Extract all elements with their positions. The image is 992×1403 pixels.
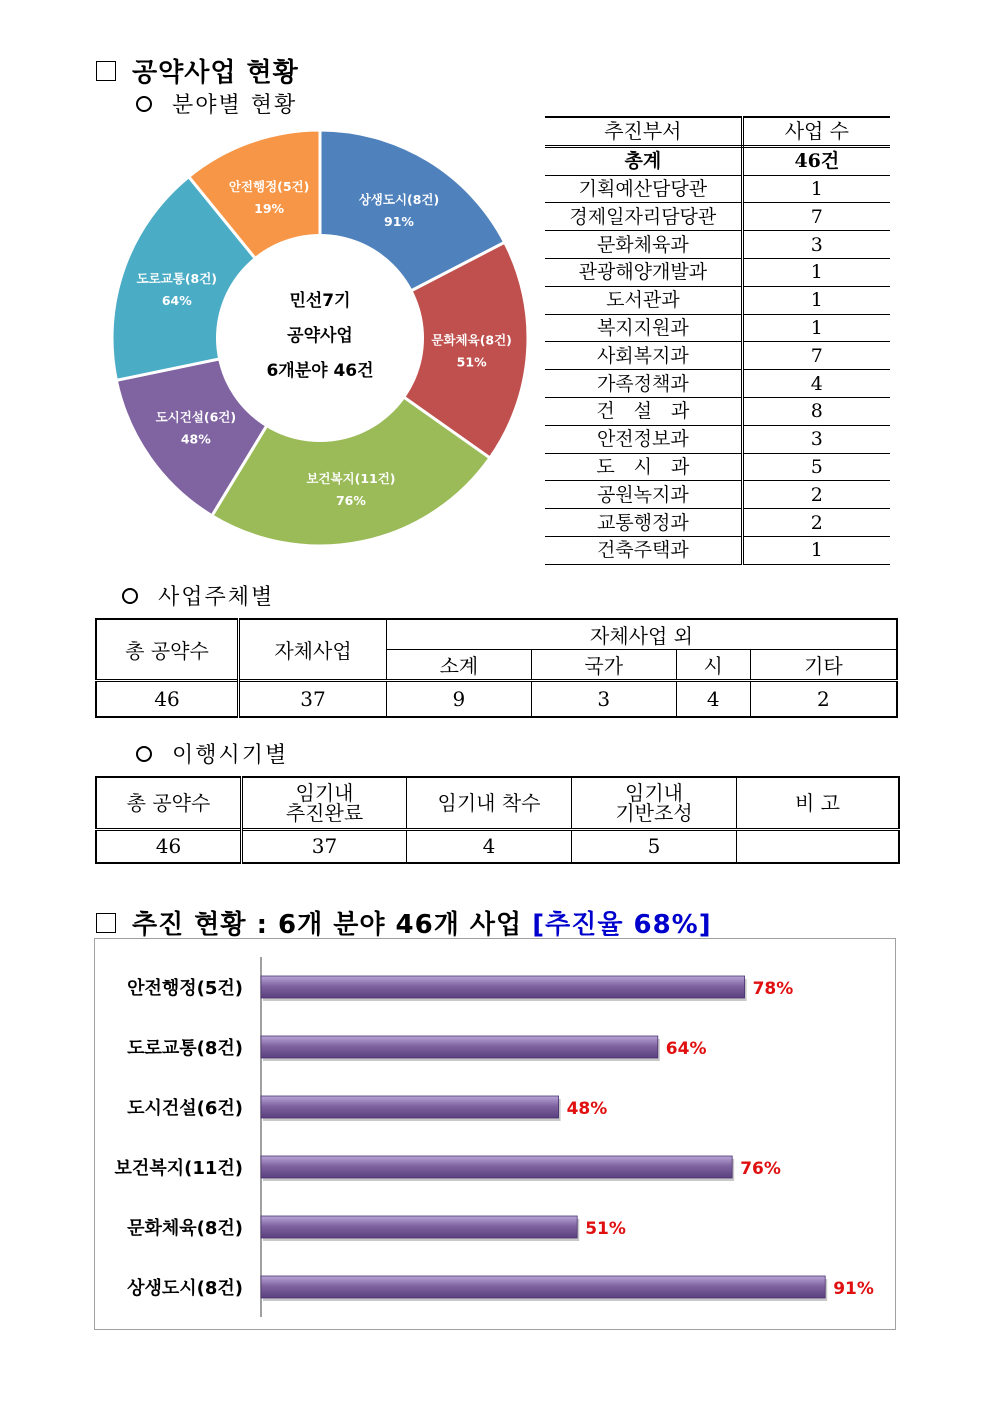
entity-sub-city: 시 xyxy=(676,650,750,681)
subtitle-by-entity: 사업주체별 xyxy=(122,580,274,611)
dept-header-count: 사업 수 xyxy=(742,117,890,146)
dept-name: 관광해양개발과 xyxy=(545,258,742,286)
bar-value-label: 51% xyxy=(585,1219,626,1239)
pie-slice-pct: 51% xyxy=(456,354,487,370)
entity-val-total: 46 xyxy=(96,681,239,717)
subtitle-by-field: 분야별 현황 xyxy=(136,88,297,119)
entity-val-other: 2 xyxy=(750,681,897,717)
dept-header-row xyxy=(545,117,890,146)
period-table xyxy=(95,776,900,864)
bar xyxy=(261,1216,577,1238)
circle-bullet-icon xyxy=(136,96,152,112)
pie-slice-label: 보건복지(11건) xyxy=(306,470,396,486)
square-bullet-icon xyxy=(96,61,116,81)
center-line-3: 6개분야 46건 xyxy=(266,361,374,381)
bar-category-label: 안전행정(5건) xyxy=(127,978,243,999)
bar-value-label: 78% xyxy=(752,979,794,999)
dept-row xyxy=(545,509,890,537)
dept-name: 문화체육과 xyxy=(545,231,742,259)
bar xyxy=(261,1036,658,1058)
entity-sub-other: 기타 xyxy=(750,650,897,681)
subtitle-by-period: 이행시기별 xyxy=(136,738,288,769)
dept-row xyxy=(545,203,890,231)
period-val-start: 4 xyxy=(407,829,572,863)
bar-category-label: 도로교통(8건) xyxy=(127,1038,243,1059)
dept-header-dept: 추진부서 xyxy=(545,117,742,146)
period-header-start: 임기내 착수 xyxy=(407,777,572,829)
dept-row xyxy=(545,286,890,314)
dept-name: 사회복지과 xyxy=(545,342,742,370)
dept-count: 8 xyxy=(742,397,890,425)
dept-row xyxy=(545,425,890,453)
dept-name: 경제일자리담당관 xyxy=(545,203,742,231)
dept-count: 1 xyxy=(742,536,890,564)
pie-slice-pct: 48% xyxy=(180,431,211,447)
dept-row xyxy=(545,536,890,564)
bar-category-label: 보건복지(11건) xyxy=(114,1158,243,1179)
pie-slice-label: 상생도시(8건) xyxy=(358,192,440,208)
bar xyxy=(261,1096,559,1118)
dept-count: 1 xyxy=(742,258,890,286)
dept-count: 1 xyxy=(742,314,890,342)
period-header-note: 비 고 xyxy=(737,777,900,829)
field-donut-chart xyxy=(100,120,540,560)
dept-name: 기획예산담당관 xyxy=(545,175,742,203)
dept-name: 도서관과 xyxy=(545,286,742,314)
dept-row xyxy=(545,231,890,259)
circle-bullet-icon xyxy=(122,588,138,604)
entity-value-row xyxy=(96,681,897,717)
period-val-foundation: 5 xyxy=(572,829,737,863)
dept-count: 1 xyxy=(742,286,890,314)
dept-name: 가족정책과 xyxy=(545,370,742,398)
pie-slice-pct: 64% xyxy=(161,293,192,309)
dept-total-value: 46건 xyxy=(742,146,890,175)
dept-count: 4 xyxy=(742,370,890,398)
dept-count: 3 xyxy=(742,425,890,453)
pie-slice-pct: 91% xyxy=(384,214,414,230)
period-val-total: 46 xyxy=(96,829,242,863)
dept-name: 공원녹지과 xyxy=(545,481,742,509)
pie-slice-label: 안전행정(5건) xyxy=(228,178,310,194)
square-bullet-icon xyxy=(96,913,116,933)
dept-name: 교통행정과 xyxy=(545,509,742,537)
dept-row xyxy=(545,258,890,286)
section-title-status: 공약사업 현황 xyxy=(96,52,299,89)
entity-own-header: 자체사업 xyxy=(239,619,387,681)
dept-row xyxy=(545,342,890,370)
entity-sub-subtotal: 소계 xyxy=(387,650,532,681)
progress-rate: [추진율 68%] xyxy=(532,910,712,940)
dept-name: 도 시 과 xyxy=(545,453,742,481)
entity-other-header: 자체사업 외 xyxy=(387,619,898,650)
entity-val-own: 37 xyxy=(239,681,387,717)
pie-slice-pct: 76% xyxy=(335,492,366,508)
dept-row xyxy=(545,175,890,203)
pie-slice-label: 도로교통(8건) xyxy=(136,271,218,287)
bar-value-label: 76% xyxy=(740,1159,781,1179)
dept-count: 2 xyxy=(742,481,890,509)
entity-val-city: 4 xyxy=(676,681,750,717)
entity-header-row xyxy=(96,619,897,650)
dept-row xyxy=(545,314,890,342)
dept-count: 1 xyxy=(742,175,890,203)
entity-table xyxy=(95,618,898,718)
period-value-row xyxy=(96,829,899,863)
dept-total-label: 총계 xyxy=(545,146,742,175)
dept-row xyxy=(545,453,890,481)
bar xyxy=(261,1156,732,1178)
pie-slice-pct: 19% xyxy=(254,200,285,216)
center-line-1: 민선7기 xyxy=(289,291,351,311)
pie-slice-label: 도시건설(6건) xyxy=(155,409,237,425)
bar xyxy=(261,976,745,998)
entity-val-subtotal: 9 xyxy=(387,681,532,717)
dept-count: 7 xyxy=(742,203,890,231)
progress-bar-chart xyxy=(95,939,895,1329)
period-val-note xyxy=(737,829,900,863)
dept-row xyxy=(545,397,890,425)
dept-count: 3 xyxy=(742,231,890,259)
period-header-total: 총 공약수 xyxy=(96,777,242,829)
progress-bar-chart-frame xyxy=(94,938,896,1330)
period-header-row xyxy=(96,777,899,829)
dept-table xyxy=(545,116,890,565)
entity-sub-national: 국가 xyxy=(531,650,676,681)
entity-total-header: 총 공약수 xyxy=(96,619,239,681)
dept-row xyxy=(545,481,890,509)
bar-category-label: 도시건설(6건) xyxy=(127,1098,243,1119)
center-line-2: 공약사업 xyxy=(287,326,353,346)
dept-row xyxy=(545,370,890,398)
dept-name: 건축주택과 xyxy=(545,536,742,564)
bar-value-label: 48% xyxy=(566,1099,608,1119)
bar-category-label: 문화체육(8건) xyxy=(127,1218,243,1239)
bars xyxy=(115,976,874,1301)
dept-count: 5 xyxy=(742,453,890,481)
period-header-complete: 임기내 추진완료 xyxy=(242,777,407,829)
dept-name: 복지지원과 xyxy=(545,314,742,342)
dept-name: 안전정보과 xyxy=(545,425,742,453)
bar xyxy=(261,1276,825,1298)
dept-name: 건 설 과 xyxy=(545,397,742,425)
circle-bullet-icon xyxy=(136,746,152,762)
dept-count: 7 xyxy=(742,342,890,370)
dept-total-row xyxy=(545,146,890,175)
bar-value-label: 91% xyxy=(833,1279,874,1299)
dept-count: 2 xyxy=(742,509,890,537)
period-val-complete: 37 xyxy=(242,829,407,863)
period-header-foundation: 임기내 기반조성 xyxy=(572,777,737,829)
bar-value-label: 64% xyxy=(665,1039,707,1059)
pie-slice-label: 문화체육(8건) xyxy=(431,332,512,348)
bar-category-label: 상생도시(8건) xyxy=(127,1278,243,1299)
entity-val-national: 3 xyxy=(531,681,676,717)
section-title-progress: 추진 현황 : 6개 분야 46개 사업 [추진율 68%] xyxy=(96,904,712,941)
